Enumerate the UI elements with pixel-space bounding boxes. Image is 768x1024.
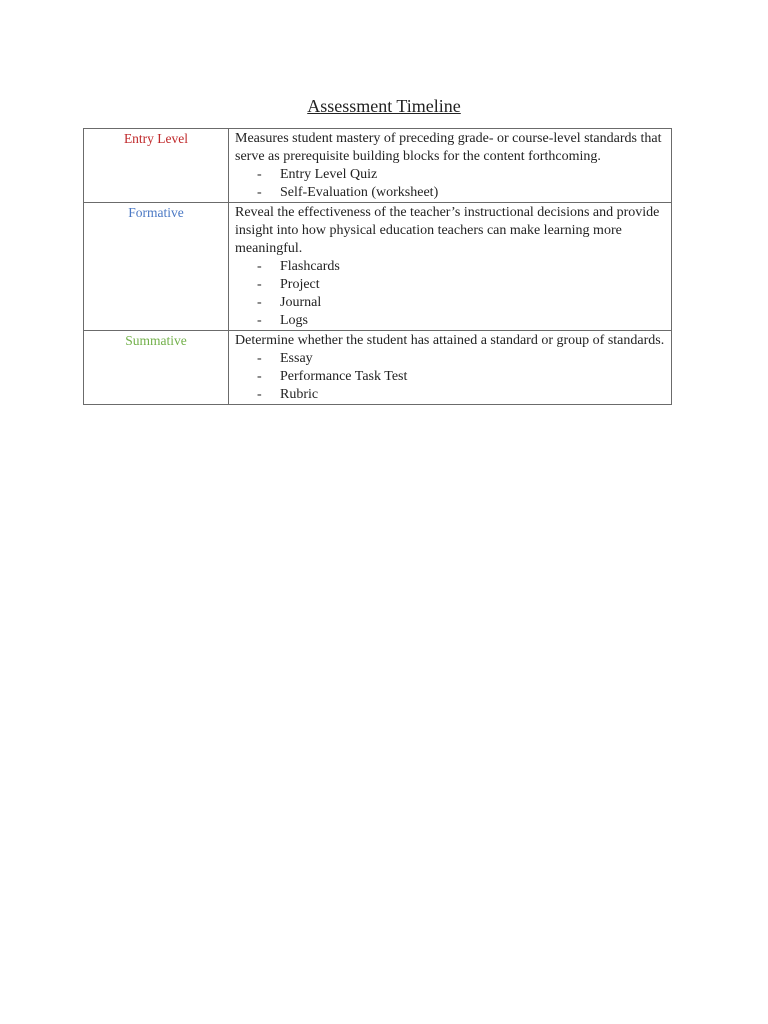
description-cell xyxy=(229,129,672,203)
dash-bullet: - xyxy=(257,313,262,328)
list-item-label: Performance Task Test xyxy=(280,369,408,384)
assessment-list xyxy=(235,350,665,404)
list-item-label: Entry Level Quiz xyxy=(280,167,378,182)
assessment-timeline-table xyxy=(83,128,672,405)
description-cell xyxy=(229,203,672,331)
dash-bullet: - xyxy=(257,387,262,402)
list-item xyxy=(235,184,665,202)
stage-cell xyxy=(84,129,229,203)
dash-bullet: - xyxy=(257,369,262,384)
stage-cell xyxy=(84,203,229,331)
list-item xyxy=(235,386,665,404)
stage-description: Measures student mastery of preceding grade- or course-level standards that serve as prerequisite building blocks for the content forthcoming. xyxy=(235,131,662,164)
list-item xyxy=(235,312,665,330)
stage-description: Reveal the effectiveness of the teacher’s instructional decisions and provide insight into how physical education teachers can make learning more meaningful. xyxy=(235,205,660,256)
list-item-label: Essay xyxy=(280,351,313,366)
list-item-label: Logs xyxy=(280,313,308,328)
list-item xyxy=(235,368,665,386)
dash-bullet: - xyxy=(257,277,262,292)
list-item xyxy=(235,258,665,276)
list-item-label: Rubric xyxy=(280,387,319,402)
table-row-entry-level xyxy=(84,129,672,203)
dash-bullet: - xyxy=(257,185,262,200)
dash-bullet: - xyxy=(257,167,262,182)
assessment-list xyxy=(235,166,665,202)
description-cell xyxy=(229,331,672,405)
page-title xyxy=(0,94,768,118)
dash-bullet: - xyxy=(257,295,262,310)
list-item-label: Journal xyxy=(280,295,322,310)
list-item-label: Self-Evaluation (worksheet) xyxy=(280,185,439,200)
table-row-summative xyxy=(84,331,672,405)
page-title-text: Assessment Timeline xyxy=(307,96,461,116)
assessment-list xyxy=(235,258,665,330)
stage-description: Determine whether the student has attained a standard or group of standards. xyxy=(235,333,665,348)
stage-label-formative: Formative xyxy=(128,205,184,220)
list-item xyxy=(235,276,665,294)
table-row-formative xyxy=(84,203,672,331)
list-item xyxy=(235,350,665,368)
list-item-label: Project xyxy=(280,277,320,292)
stage-label-entry-level: Entry Level xyxy=(123,131,189,146)
list-item xyxy=(235,294,665,312)
stage-cell xyxy=(84,331,229,405)
dash-bullet: - xyxy=(257,351,262,366)
list-item-label: Flashcards xyxy=(280,259,340,274)
list-item xyxy=(235,166,665,184)
dash-bullet: - xyxy=(257,259,262,274)
stage-label-summative: Summative xyxy=(125,333,187,348)
